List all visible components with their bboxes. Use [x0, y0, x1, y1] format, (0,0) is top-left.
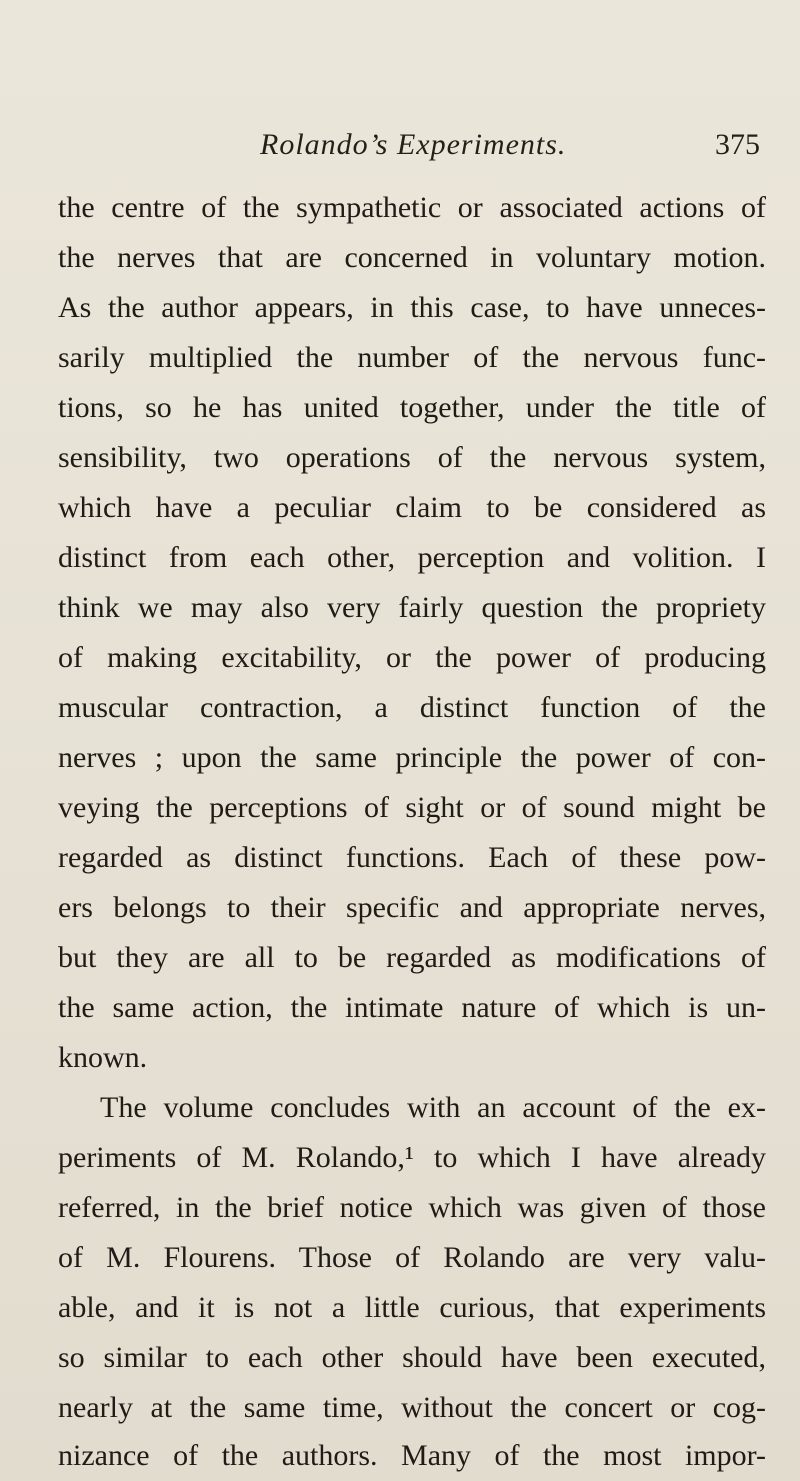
page-number: 375: [715, 128, 760, 161]
text-line: periments of M. Rolando,¹ to which I have already: [58, 1141, 766, 1174]
text-line: the same action, the intimate nature of which is un-: [58, 991, 766, 1024]
text-line: muscular contraction, a distinct function of the: [58, 691, 766, 724]
text-line: sensibility, two operations of the nervous system,: [58, 441, 766, 474]
text-line: but they are all to be regarded as modifications of: [58, 941, 766, 974]
text-line: regarded as distinct functions. Each of these pow-: [58, 841, 766, 874]
text-line: referred, in the brief notice which was given of those: [58, 1191, 766, 1224]
running-title: Rolando’s Experiments.: [260, 128, 567, 161]
text-line: the nerves that are concerned in voluntary motion.: [58, 241, 766, 274]
text-line: known.: [58, 1041, 148, 1074]
text-line: As the author appears, in this case, to have unneces-: [58, 291, 766, 324]
running-head: [260, 128, 760, 168]
text-line: veying the perceptions of sight or of sound might be: [58, 791, 766, 824]
text-line: ers belongs to their specific and appropriate nerves,: [58, 891, 766, 924]
text-line: sarily multiplied the number of the nervous func-: [58, 341, 766, 374]
text-line: distinct from each other, perception and volition. I: [58, 541, 766, 574]
text-line: nerves ; upon the same principle the power of con-: [58, 741, 766, 774]
text-line: of M. Flourens. Those of Rolando are very valu-: [58, 1241, 766, 1274]
text-line: think we may also very fairly question the propriety: [58, 591, 766, 624]
text-line: nizance of the authors. Many of the most impor-: [58, 1439, 766, 1472]
text-line: which have a peculiar claim to be considered as: [58, 491, 766, 524]
text-line: so similar to each other should have been executed,: [58, 1341, 766, 1374]
text-line: nearly at the same time, without the concert or cog-: [58, 1391, 766, 1424]
text-line: tions, so he has united together, under the title of: [58, 391, 766, 424]
text-line: of making excitability, or the power of producing: [58, 641, 766, 674]
text-line: the centre of the sympathetic or associated actions of: [58, 191, 766, 224]
text-line: able, and it is not a little curious, that experiments: [58, 1291, 766, 1324]
text-line: The volume concludes with an account of the ex-: [100, 1091, 766, 1124]
